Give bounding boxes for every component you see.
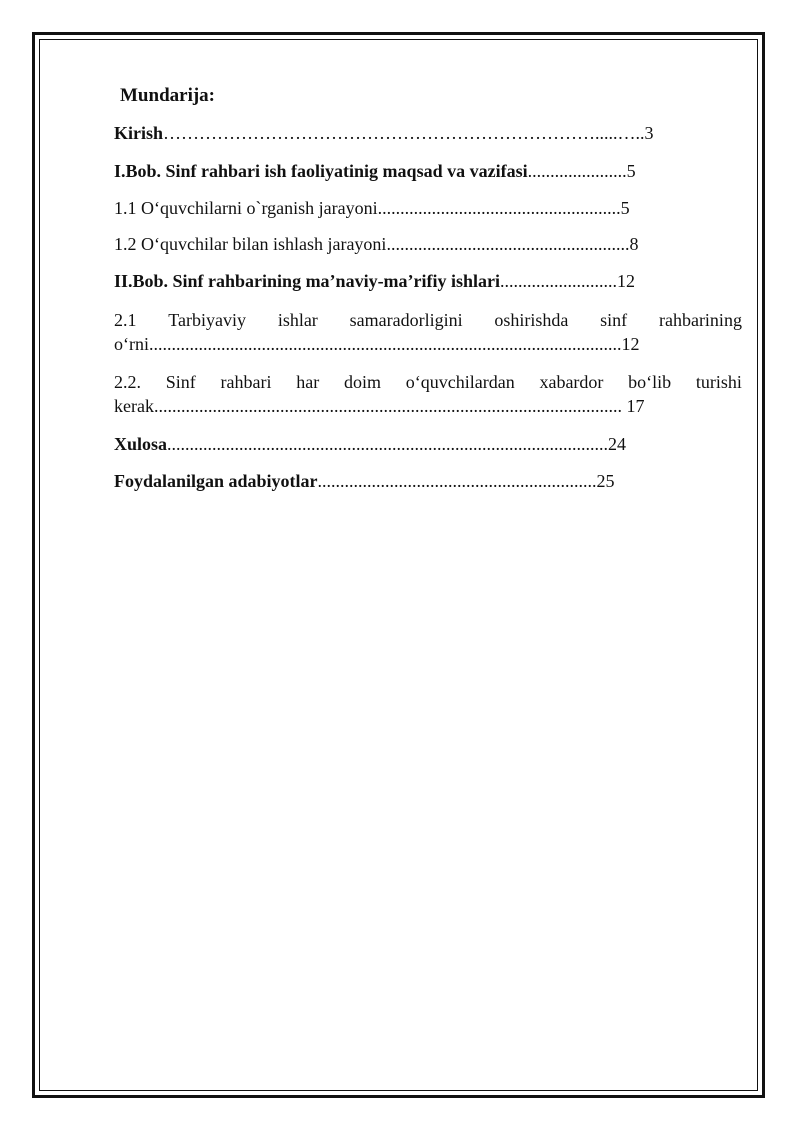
toc-word: har bbox=[296, 372, 320, 392]
toc-entry-title-row bbox=[114, 370, 742, 394]
toc-entry-title-row bbox=[114, 308, 742, 332]
toc-entry-title: I.Bob. Sinf rahbari ish faoliyatinig maqsad va vazifasi bbox=[114, 161, 528, 181]
toc-entry-page: 12 bbox=[621, 334, 640, 354]
toc-entry-continuation-row bbox=[114, 332, 742, 356]
toc-entry-page: 12 bbox=[617, 271, 636, 291]
toc-word: 2.1 bbox=[114, 310, 137, 330]
toc-entry-leader: ...................................................... bbox=[386, 234, 630, 254]
toc-entry-2-1 bbox=[114, 308, 742, 356]
toc-entry-page: 5 bbox=[620, 198, 630, 218]
toc-entry-page: 3 bbox=[644, 123, 654, 143]
toc-word: Tarbiyaviy bbox=[168, 310, 247, 330]
toc-word: xabardor bbox=[539, 372, 604, 392]
toc-entry-1-1 bbox=[114, 198, 734, 219]
toc-entry-leader: ......................................................................................................... bbox=[149, 334, 622, 354]
toc-entry-page: 25 bbox=[596, 471, 615, 491]
toc-entry-page: 5 bbox=[626, 161, 636, 181]
toc-entry-bibliography bbox=[114, 471, 734, 492]
toc-word: turishi bbox=[695, 372, 742, 392]
toc-entry-title: 1.2 O‘quvchilar bilan ishlash jarayoni bbox=[114, 234, 387, 254]
toc-word: rahbari bbox=[220, 372, 272, 392]
toc-word: ishlar bbox=[277, 310, 318, 330]
toc-word: oshirishda bbox=[494, 310, 569, 330]
toc-entry-title: 1.1 O‘quvchilarni o`rganish jarayoni bbox=[114, 198, 378, 218]
toc-entry-leader: ........................................................................................................ bbox=[153, 396, 622, 416]
toc-word: 2.2. bbox=[114, 372, 141, 392]
toc-entry-title: kerak bbox=[114, 396, 154, 416]
toc-entry-page: 17 bbox=[621, 396, 645, 416]
toc-entry-xulosa bbox=[114, 434, 736, 455]
toc-entry-2-2 bbox=[114, 370, 742, 418]
toc-entry-kirish bbox=[114, 123, 744, 144]
toc-word: Sinf bbox=[165, 372, 196, 392]
toc-entry-title: II.Bob. Sinf rahbarining ma’naviy-ma’rifiy ishlari bbox=[114, 271, 501, 291]
toc-entry-title: o‘rni bbox=[114, 334, 149, 354]
toc-entry-title: Xulosa bbox=[114, 434, 168, 454]
toc-entry-title: Foydalanilgan adabiyotlar bbox=[114, 471, 318, 491]
toc-heading: Mundarija: bbox=[120, 85, 215, 106]
toc-entry-page: 8 bbox=[629, 234, 639, 254]
toc-entry-continuation-row bbox=[114, 394, 742, 418]
toc-entry-page: 24 bbox=[608, 434, 627, 454]
toc-word: sinf bbox=[600, 310, 628, 330]
toc-entry-leader: .............................................................. bbox=[317, 471, 597, 491]
toc-entry-leader: .................................................................................................. bbox=[167, 434, 609, 454]
toc-entry-chapter-2 bbox=[114, 271, 744, 292]
toc-entry-leader: ...................................................... bbox=[377, 198, 621, 218]
toc-entry-1-2 bbox=[114, 234, 744, 255]
toc-word: o‘quvchilardan bbox=[405, 372, 515, 392]
toc-word: rahbarining bbox=[658, 310, 742, 330]
toc-word: doim bbox=[343, 372, 381, 392]
toc-entry-title: Kirish bbox=[114, 123, 164, 143]
page-border-inner bbox=[39, 39, 758, 1091]
toc-word: samaradorligini bbox=[349, 310, 463, 330]
toc-entry-leader: ……………………………………………………………….....….. bbox=[163, 123, 645, 143]
toc-entry-leader: ...................... bbox=[527, 161, 627, 181]
toc-word: bo‘lib bbox=[628, 372, 672, 392]
toc-entry-leader: .......................... bbox=[500, 271, 618, 291]
toc-entry-chapter-1 bbox=[114, 161, 746, 182]
